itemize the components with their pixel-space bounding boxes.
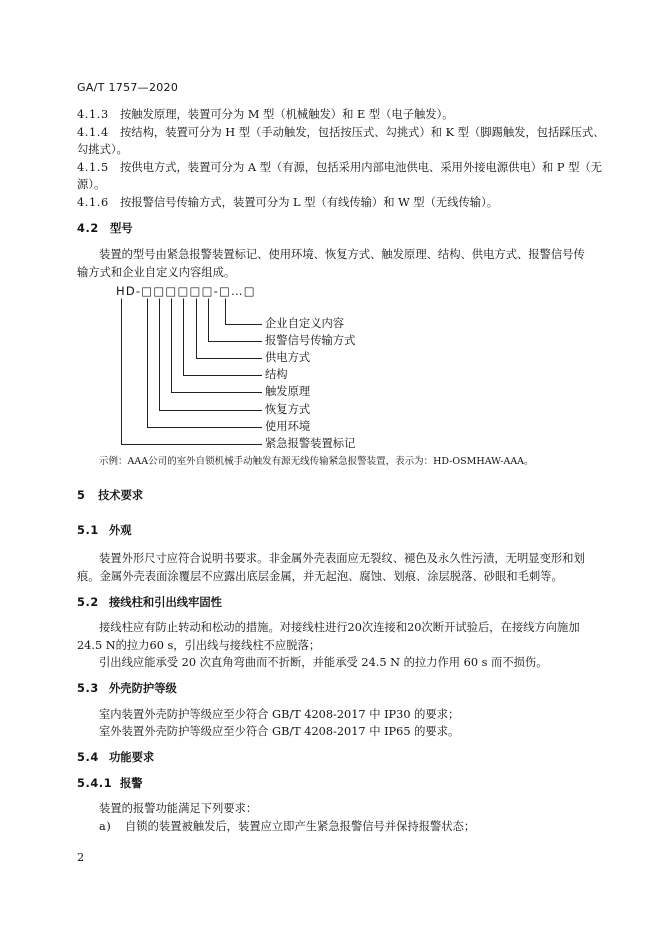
section-heading-5-2 <box>77 596 222 610</box>
section-heading-5 <box>77 489 143 503</box>
connector-line <box>148 299 263 428</box>
section-title: 接线柱和引出线牢固性 <box>109 596 222 609</box>
list-item-text: 自锁的装置被触发后，装置应立即产生紧急报警信号并保持报警状态； <box>125 820 476 833</box>
section-heading-4-2 <box>77 222 133 236</box>
section-title: 外壳防护等级 <box>109 682 177 695</box>
connector-line <box>184 299 263 376</box>
clause-continuation: 源）。 <box>77 178 106 191</box>
model-part-label: 报警信号传输方式 <box>265 334 356 347</box>
clause-text: 按报警信号传输方式，装置可分为 L 型（有线传输）和 W 型（无线传输）。 <box>120 196 499 209</box>
connector-line <box>122 299 263 445</box>
clause-number: 4.1.3 <box>77 108 109 121</box>
connector-line <box>209 299 263 342</box>
example-text: AAA公司的室外自锁机械手动触发有源无线传输紧急报警装置，表示为：HD-OSMHAW-AAA。 <box>127 456 534 467</box>
model-part-label: 供电方式 <box>265 351 311 364</box>
clause-number: 4.1.5 <box>77 161 109 174</box>
example-label: 示例： <box>99 456 128 467</box>
paragraph-line: 装置的报警功能满足下列要求： <box>99 802 258 815</box>
model-code: HD-□□□□□□-□…□ <box>116 284 256 298</box>
section-heading-5-4 <box>77 751 154 765</box>
section-title: 报警 <box>120 777 143 790</box>
section-title: 功能要求 <box>109 751 155 764</box>
model-part-label: 恢复方式 <box>265 403 311 416</box>
paragraph-line: 痕。金属外壳表面涂覆层不应露出底层金属，并无起泡、腐蚀、划痕、涂层脱落、砂眼和毛刺等。 <box>77 570 563 583</box>
clause-text: 按供电方式，装置可分为 A 型（有源，包括采用内部电池供电、采用外接电源供电）和 P 型（无 <box>120 161 603 174</box>
connector-line <box>226 299 263 325</box>
clause-number: 4.1.6 <box>77 196 109 209</box>
list-item <box>99 820 475 834</box>
connector-line <box>197 299 263 359</box>
paragraph-line: 室外装置外壳防护等级应至少符合 GB/T 4208-2017 中 IP65 的要求。 <box>99 725 460 738</box>
clause-4-1-3 <box>77 108 454 122</box>
model-part-label: 结构 <box>265 368 288 381</box>
model-part-label: 使用环境 <box>265 420 311 433</box>
clause-4-1-6 <box>77 196 498 210</box>
section-number: 5.4.1 <box>77 777 113 790</box>
section-number: 4.2 <box>77 222 99 235</box>
model-part-label: 紧急报警装置标记 <box>265 437 356 450</box>
section-heading-5-3 <box>77 682 177 696</box>
model-part-label: 触发原理 <box>265 385 311 398</box>
clause-number: 4.1.4 <box>77 126 109 139</box>
section-number: 5.1 <box>77 524 99 537</box>
example-note <box>99 456 534 468</box>
section-number: 5.4 <box>77 751 99 764</box>
section-heading-5-4-1 <box>77 777 143 791</box>
section-number: 5 <box>77 489 86 502</box>
connector-line <box>172 299 263 393</box>
section-title: 外观 <box>109 524 132 537</box>
document-code: GA/T 1757—2020 <box>77 81 179 94</box>
page-number: 2 <box>77 851 85 864</box>
paragraph-line: 输方式和企业自定义内容组成。 <box>77 266 236 279</box>
paragraph-line: 装置的型号由紧急报警装置标记、使用环境、恢复方式、触发原理、结构、供电方式、报警信号传 <box>99 248 585 261</box>
clause-text: 按结构，装置可分为 H 型（手动触发，包括按压式、勾挑式）和 K 型（脚踢触发，包括踩压式、 <box>120 126 605 139</box>
clause-4-1-4 <box>77 126 605 140</box>
section-number: 5.2 <box>77 596 99 609</box>
clause-4-1-5 <box>77 161 602 175</box>
paragraph-line: 24.5 N的拉力60 s，引出线与接线柱不应脱落； <box>77 639 321 652</box>
model-part-label: 企业自定义内容 <box>265 317 345 330</box>
paragraph-line: 引出线应能承受 20 次直角弯曲而不折断，并能承受 24.5 N 的拉力作用 60 s 而不损伤。 <box>99 656 548 669</box>
section-title: 技术要求 <box>98 489 144 502</box>
section-heading-5-1 <box>77 524 132 538</box>
paragraph-line: 装置外形尺寸应符合说明书要求。非金属外壳表面应无裂纹、褪色及永久性污渍，无明显变形和划 <box>99 552 585 565</box>
paragraph-line: 室内装置外壳防护等级应至少符合 GB/T 4208-2017 中 IP30 的要求； <box>99 708 460 721</box>
section-title: 型号 <box>110 222 133 235</box>
clause-continuation: 勾挑式）。 <box>77 143 128 156</box>
connector-line <box>160 299 263 411</box>
clause-text: 按触发原理，装置可分为 M 型（机械触发）和 E 型（电子触发）。 <box>120 108 454 121</box>
paragraph-line: 接线柱应有防止转动和松动的措施。对接线柱进行20次连接和20次断开试验后，在接线方向施加 <box>99 621 580 634</box>
section-number: 5.3 <box>77 682 99 695</box>
list-marker: a) <box>99 820 112 833</box>
